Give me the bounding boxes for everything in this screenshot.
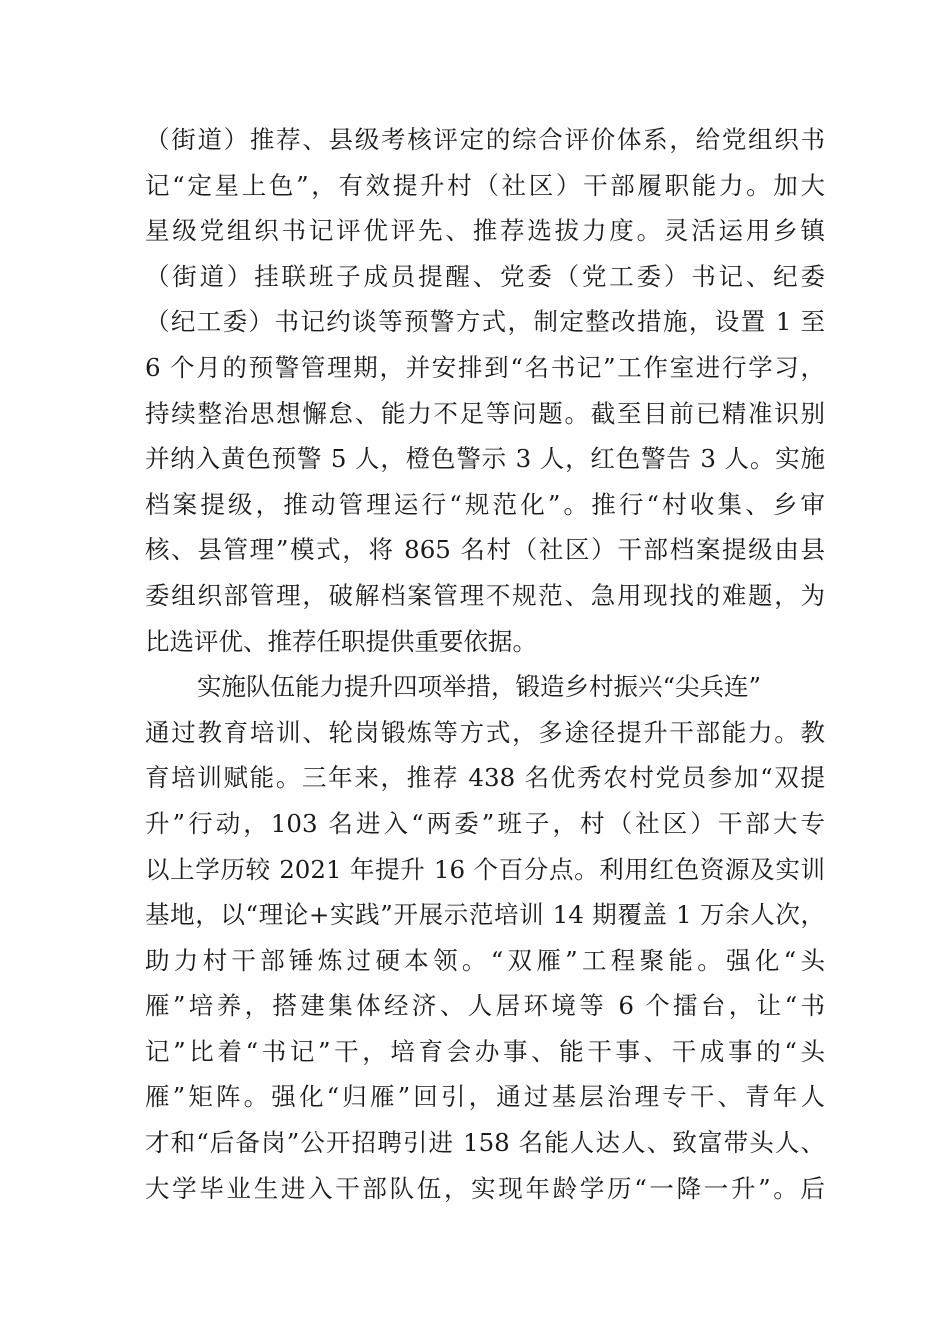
- text-line: （纪工委）书记约谈等预警方式，制定整改措施，设置 1 至: [145, 307, 825, 337]
- text-line: 持续整治思想懈怠、能力不足等问题。截至目前已精准识别: [145, 398, 825, 428]
- text-line: 星级党组织书记评优评先、推荐选拔力度。灵活运用乡镇: [145, 216, 825, 246]
- text-line: 以上学历较 2021 年提升 16 个百分点。利用红色资源及实训: [145, 854, 825, 884]
- text-line: 实施队伍能力提升四项举措，锻造乡村振兴“尖兵连”: [197, 672, 762, 702]
- text-line: 通过教育培训、轮岗锻炼等方式，多途径提升干部能力。教: [145, 717, 825, 747]
- paragraph-2: [145, 664, 825, 1211]
- text-line: 雁”矩阵。强化“归雁”回引，通过基层治理专干、青年人: [145, 1082, 825, 1112]
- text-line: 比选评优、推荐任职提供重要依据。: [145, 626, 537, 656]
- text-line: 基地，以“理论+实践”开展示范培训 14 期覆盖 1 万余人次，: [145, 900, 825, 930]
- text-line: 档案提级，推动管理运行“规范化”。推行“村收集、乡审: [145, 489, 825, 519]
- text-line: 才和“后备岗”公开招聘引进 158 名能人达人、致富带头人、: [145, 1128, 825, 1158]
- document-body: [145, 117, 825, 1211]
- text-line: 记”比着“书记”干，培育会办事、能干事、干成事的“头: [145, 1036, 825, 1066]
- text-line: 升”行动，103 名进入“两委”班子，村（社区）干部大专: [145, 808, 825, 838]
- text-line: 记“定星上色”，有效提升村（社区）干部履职能力。加大: [145, 170, 825, 200]
- text-line: （街道）推荐、县级考核评定的综合评价体系，给党组织书: [145, 125, 825, 154]
- text-line: 大学毕业生进入干部队伍，实现年龄学历“一降一升”。后: [145, 1173, 825, 1203]
- text-line: 6 个月的预警管理期，并安排到“名书记”工作室进行学习，: [145, 352, 825, 382]
- text-line: 育培训赋能。三年来，推荐 438 名优秀农村党员参加“双提: [145, 763, 825, 793]
- paragraph-1: [145, 117, 825, 664]
- text-line: （街道）挂联班子成员提醒、党委（党工委）书记、纪委: [145, 261, 825, 291]
- text-line: 雁”培养，搭建集体经济、人居环境等 6 个擂台，让“书: [145, 991, 825, 1021]
- text-line: 核、县管理”模式，将 865 名村（社区）干部档案提级由县: [145, 535, 825, 565]
- text-line: 委组织部管理，破解档案管理不规范、急用现找的难题，为: [145, 580, 825, 610]
- text-line: 并纳入黄色预警 5 人，橙色警示 3 人，红色警告 3 人。实施: [145, 444, 825, 474]
- text-line: 助力村干部锤炼过硬本领。“双雁”工程聚能。强化“头: [145, 945, 825, 975]
